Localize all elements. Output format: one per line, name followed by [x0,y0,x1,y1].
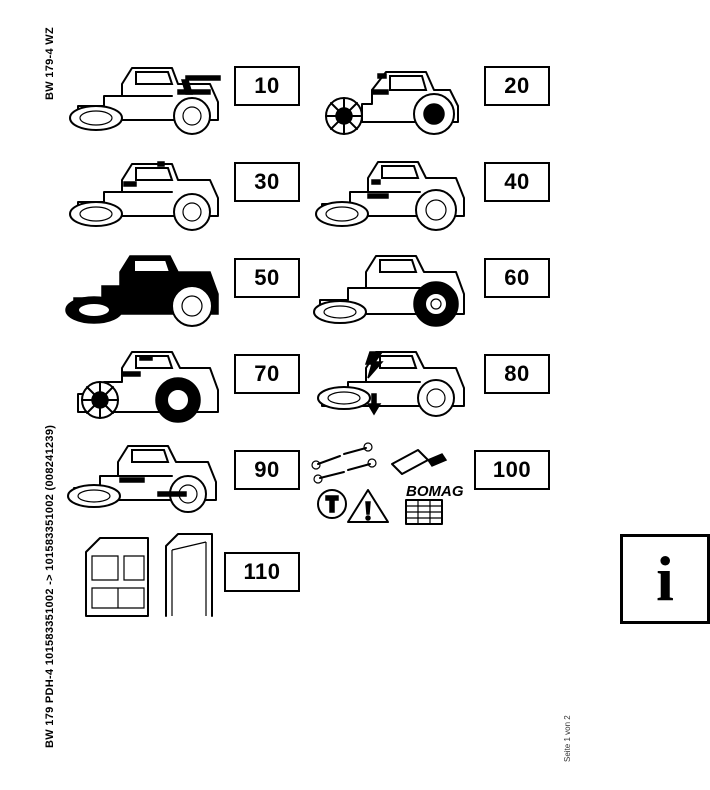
chapter-number-box[interactable]: 90 [234,450,300,490]
chapter-row [60,434,560,526]
chapter-cell-50[interactable] [60,242,300,334]
chapter-number-box[interactable]: 50 [234,258,300,298]
roller-machine-icon [60,50,228,142]
chapter-cell-110[interactable] [60,530,300,622]
roller-machine-front-icon [310,50,478,142]
roller-machine-icon [310,242,478,334]
model-title: BW 179-4 WZ [44,27,56,100]
chapter-number-box[interactable]: 30 [234,162,300,202]
chapter-row [60,242,560,334]
info-cell[interactable] [310,530,674,622]
chapter-number-box[interactable]: 100 [474,450,550,490]
chapter-number-box[interactable]: 60 [484,258,550,298]
chapter-row [60,146,560,238]
roller-machine-icon [60,434,228,526]
roller-machine-icon [310,146,478,238]
roller-machine-electric-icon [310,338,478,430]
info-symbol[interactable] [620,534,710,624]
chapter-cell-30[interactable] [60,146,300,238]
chapter-cell-10[interactable] [60,50,300,142]
brand-logo: BOMAG [406,483,464,500]
chapter-cell-100[interactable] [310,434,550,526]
chapter-cell-80[interactable] [310,338,550,430]
roller-machine-icon [60,146,228,238]
chapter-number-box[interactable]: 80 [484,354,550,394]
document-number: BW 179 PDH-4 101583351002 -> 101583351002 (008241239) [44,424,56,748]
roller-machine-filled-icon [60,242,228,334]
chapter-cell-70[interactable] [60,338,300,430]
tools-and-decals-icon [310,434,478,526]
chapter-number-box[interactable]: 70 [234,354,300,394]
chapter-grid [60,50,674,710]
roller-machine-front-icon [60,338,228,430]
chapter-row [60,338,560,430]
info-glyph: i [656,543,674,614]
page-footer: Seite 1 von 2 [563,715,572,762]
chapter-row [60,530,674,630]
chapter-number-box[interactable]: 40 [484,162,550,202]
chapter-cell-40[interactable] [310,146,550,238]
chapter-cell-90[interactable] [60,434,300,526]
chapter-cell-20[interactable] [310,50,550,142]
chapter-number-box[interactable]: 20 [484,66,550,106]
chapter-cell-60[interactable] [310,242,550,334]
chapter-number-box[interactable]: 110 [224,552,300,592]
chapter-row [60,50,560,142]
cabin-parts-icon [60,530,228,622]
chapter-number-box[interactable]: 10 [234,66,300,106]
